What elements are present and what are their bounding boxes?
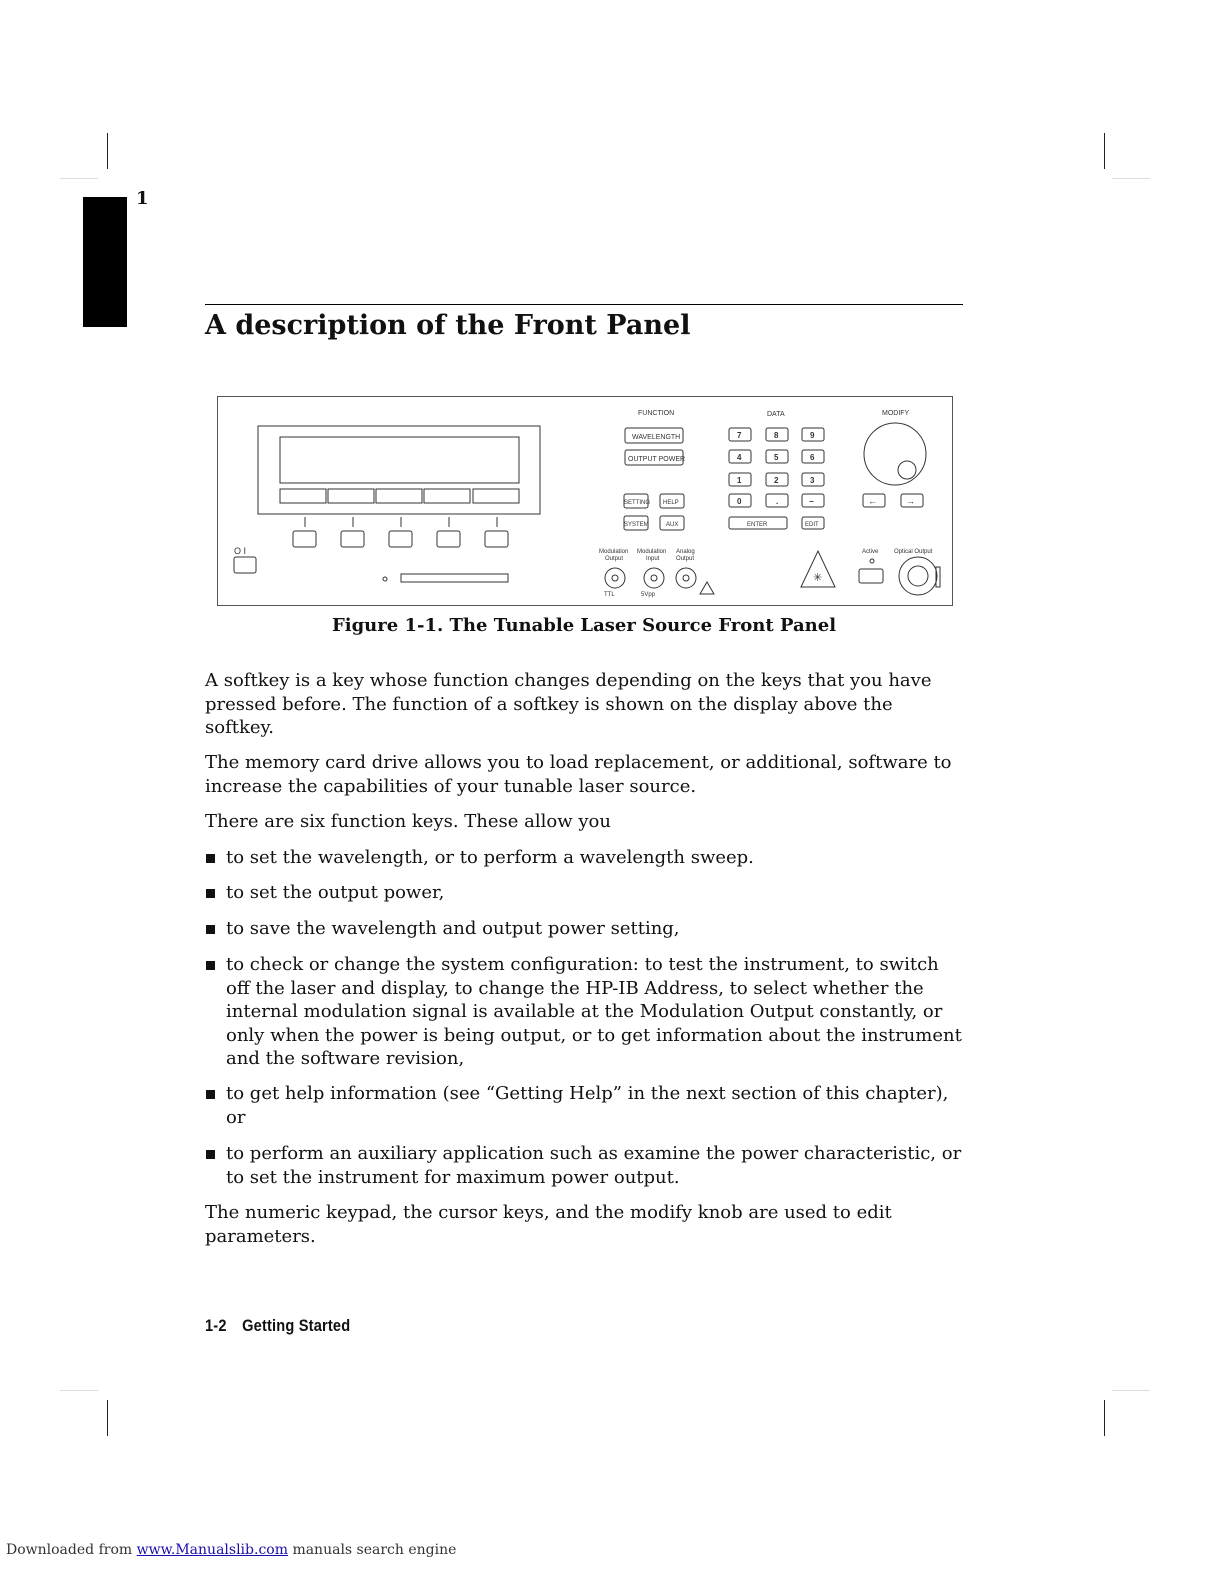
list-item-text: to get help information (see “Getting Help” in the next section of this chapter), or [226,1083,949,1128]
display-screen [280,437,519,483]
wavelength-key-label: WAVELENGTH [632,434,681,441]
output-power-key-label: OUTPUT POWER [628,456,686,463]
active-label: Active [862,549,879,555]
mod-output-connector [605,568,625,588]
system-key-label: SYSTEM [624,522,649,528]
softkeys [293,517,508,547]
mod-output-label-2: Output [605,556,624,562]
key-1-label: 1 [737,476,742,485]
modify-label: MODIFY [882,410,910,417]
active-key [859,569,883,583]
bullet-square [206,1090,215,1099]
list-item-text: to set the wavelength, or to perform a wavelength sweep. [226,847,754,868]
chapter-number: 1 [136,188,149,209]
softkey-label-3 [376,489,422,503]
key-minus-label: − [809,497,814,506]
laser-burst-icon: ✳ [813,572,823,584]
softkey-label-1 [280,489,326,503]
crop-mark [1104,1400,1105,1436]
power-symbols: O I [234,546,247,556]
list-item [205,953,967,1071]
optical-output-label: Optical Output [894,549,933,555]
list-item-text: to perform an auxiliary application such as examine the power characteristic, or to set the instrument for maximum power output. [226,1143,962,1188]
softkey-2 [341,531,364,547]
softkey-label-2 [328,489,374,503]
modify-knob-grip [898,461,916,479]
crop-mark [1112,1390,1150,1391]
enter-key-label: ENTER [747,522,768,528]
bullet-square [206,925,215,934]
list-item [205,846,967,870]
key-0-label: 0 [737,497,742,506]
crop-mark [1104,133,1105,169]
list-item [205,1082,967,1129]
section-rule [205,304,963,305]
list-item [205,917,967,941]
paragraph-keypad: The numeric keypad, the cursor keys, and the modify knob are used to edit parameters. [205,1202,892,1247]
key-7-label: 7 [737,431,742,440]
paragraph-memory-card: The memory card drive allows you to load replacement, or additional, software to increase the capabilities of your tunable laser source. [205,752,952,797]
help-key-label: HELP [663,500,679,506]
front-panel-figure [217,396,953,606]
list-item-text: to set the output power, [226,882,445,903]
figure-caption: Figure 1-1. The Tunable Laser Source Front Panel [331,615,837,636]
edit-key-label: EDIT [805,522,819,528]
mod-input-label: Modulation [637,549,667,555]
warning-icon [700,582,714,594]
page-footer [205,1316,350,1336]
crop-mark [107,133,108,169]
paragraph-function-keys: There are six function keys. These allow you [205,811,611,832]
mod-output-label: Modulation [599,549,629,555]
cursor-left-icon: ← [868,496,877,506]
key-9-label: 9 [810,431,815,440]
power-switch [234,557,256,573]
softkey-5 [485,531,508,547]
softkey-label-4 [424,489,470,503]
modify-knob [864,423,926,485]
chapter-tab [83,197,127,327]
cursor-right-icon: → [906,496,915,506]
display-bezel [258,426,540,514]
bullet-square [206,889,215,898]
data-label: DATA [767,411,785,418]
key-3-label: 3 [810,476,815,485]
function-label: FUNCTION [638,410,675,417]
list-item-text: to save the wavelength and output power setting, [226,918,680,939]
memory-card-slot [401,574,508,582]
mod-input-connector [644,568,664,588]
key-2-label: 2 [774,476,779,485]
softkey-4 [437,531,460,547]
front-panel-drawing [218,397,954,607]
softkey-1 [293,531,316,547]
optical-output-connector [899,557,937,595]
softkey-3 [389,531,412,547]
ttl-label: TTL [604,592,615,598]
key-5-label: 5 [774,453,779,462]
key-8-label: 8 [774,431,779,440]
list-item [205,881,967,905]
key-dot-label: . [776,497,779,506]
manualslib-link[interactable]: www.Manualslib.com [136,1542,288,1558]
download-banner [6,1542,456,1558]
paragraph-softkey: A softkey is a key whose function changes depending on the keys that you have pressed before. The function of a softkey is shown on the display above the softkey. [205,670,932,738]
bullet-square [206,961,215,970]
aux-key-label: AUX [666,522,679,528]
softkey-label-5 [473,489,519,503]
bullet-square [206,1150,215,1159]
analog-output-label: Analog [676,549,695,555]
download-suffix: manuals search engine [292,1542,457,1558]
list-item-text: to check or change the system configuration: to test the instrument, to switch off the laser and display, to change the HP-IB Address, to select whether the internal modulation signal is available at the Modulation Output constantly, or only when the power is being output, or to get information about the instrument and the software revision, [226,954,962,1069]
page-number: 1-2 [205,1316,227,1335]
analog-output-label-2: Output [676,556,695,562]
crop-mark [60,178,98,179]
crop-mark [1112,178,1150,179]
analog-output-connector [676,568,696,588]
download-prefix: Downloaded from [6,1542,133,1558]
card-led [383,577,387,581]
active-led [870,559,874,563]
crop-mark [60,1390,98,1391]
key-6-label: 6 [810,453,815,462]
mod-input-label-2: Input [646,556,660,562]
section-title: A description of the Front Panel [205,310,691,341]
crop-mark [107,1400,108,1436]
key-4-label: 4 [737,453,742,462]
footer-section: Getting Started [242,1316,351,1335]
vpp-label: 5Vpp [641,592,656,598]
bullet-square [206,854,215,863]
numeric-keypad [729,428,824,507]
list-item [205,1142,967,1189]
setting-key-label: SETTING [624,500,651,506]
